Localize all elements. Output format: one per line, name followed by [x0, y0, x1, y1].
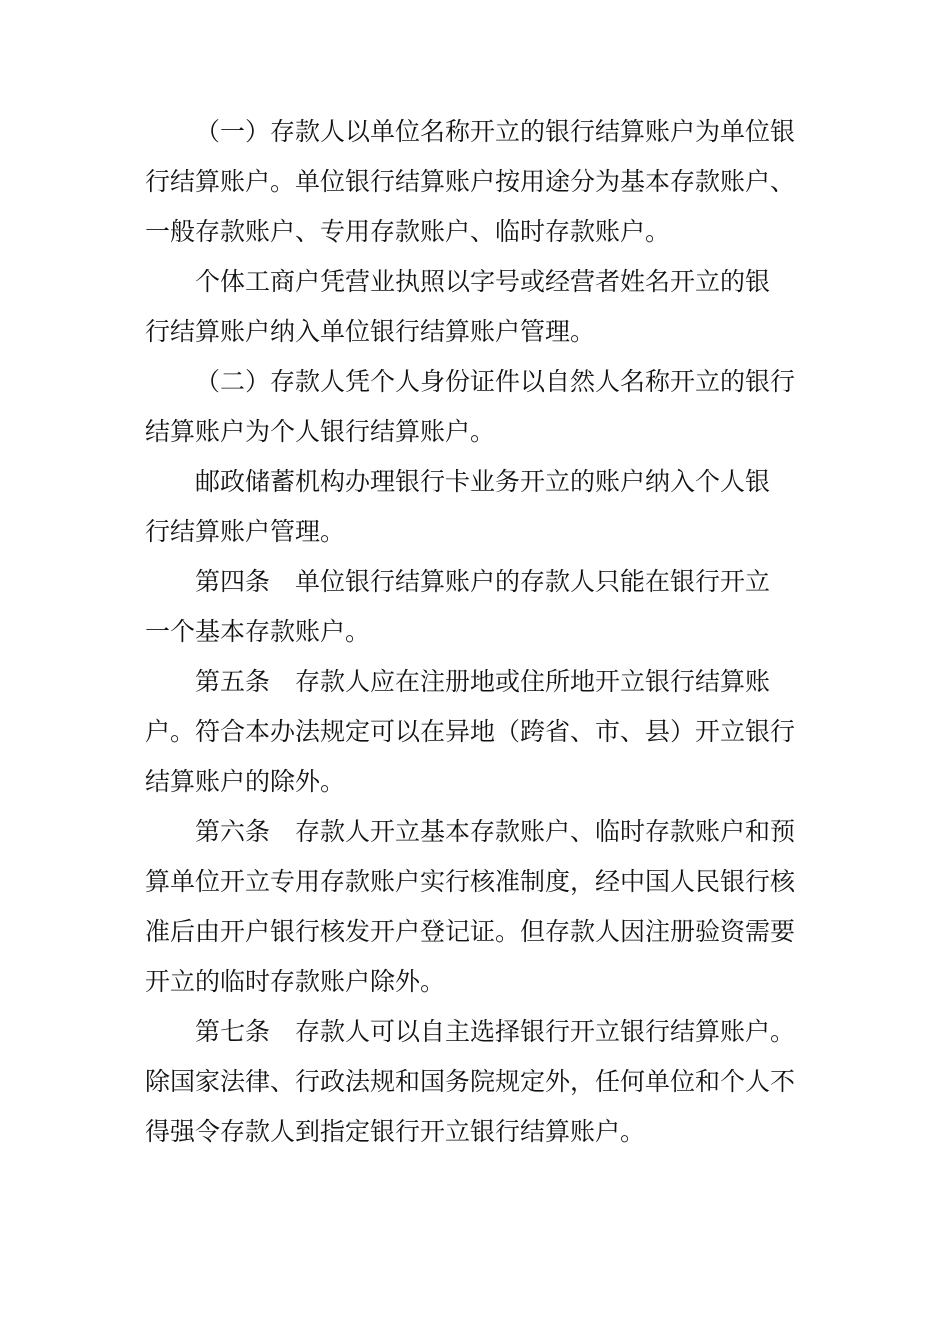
article-6-line-3: 准后由开户银行核发开户登记证。但存款人因注册验资需要: [145, 917, 796, 946]
article-5-line-2: 户。符合本办法规定可以在异地（跨省、市、县）开立银行: [145, 717, 796, 746]
paragraph-1-line-3: 一般存款账户、专用存款账户、临时存款账户。: [145, 217, 671, 246]
paragraph-4-line-2: 行结算账户管理。: [145, 517, 346, 546]
article-4-line-1: 第四条 单位银行结算账户的存款人只能在银行开立: [195, 567, 771, 596]
article-7-line-3: 得强令存款人到指定银行开立银行结算账户。: [145, 1117, 646, 1146]
paragraph-1-line-2: 行结算账户。单位银行结算账户按用途分为基本存款账户、: [145, 167, 796, 196]
article-4-line-2: 一个基本存款账户。: [145, 617, 371, 646]
paragraph-3-line-1: （二）存款人凭个人身份证件以自然人名称开立的银行: [195, 367, 796, 396]
paragraph-2-line-2: 行结算账户纳入单位银行结算账户管理。: [145, 317, 596, 346]
paragraph-3-line-2: 结算账户为个人银行结算账户。: [145, 417, 496, 446]
article-6-line-2: 算单位开立专用存款账户实行核准制度，经中国人民银行核: [145, 867, 796, 896]
paragraph-2-line-1: 个体工商户凭营业执照以字号或经营者姓名开立的银: [195, 267, 771, 296]
article-5-line-3: 结算账户的除外。: [145, 767, 346, 796]
article-7-line-2: 除国家法律、行政法规和国务院规定外，任何单位和个人不: [145, 1067, 796, 1096]
article-5-line-1: 第五条 存款人应在注册地或住所地开立银行结算账: [195, 667, 771, 696]
article-6-line-1: 第六条 存款人开立基本存款账户、临时存款账户和预: [195, 817, 796, 846]
paragraph-4-line-1: 邮政储蓄机构办理银行卡业务开立的账户纳入个人银: [195, 467, 771, 496]
paragraph-1-line-1: （一）存款人以单位名称开立的银行结算账户为单位银: [195, 117, 796, 146]
article-6-line-4: 开立的临时存款账户除外。: [145, 967, 446, 996]
article-7-line-1: 第七条 存款人可以自主选择银行开立银行结算账户。: [195, 1017, 796, 1046]
